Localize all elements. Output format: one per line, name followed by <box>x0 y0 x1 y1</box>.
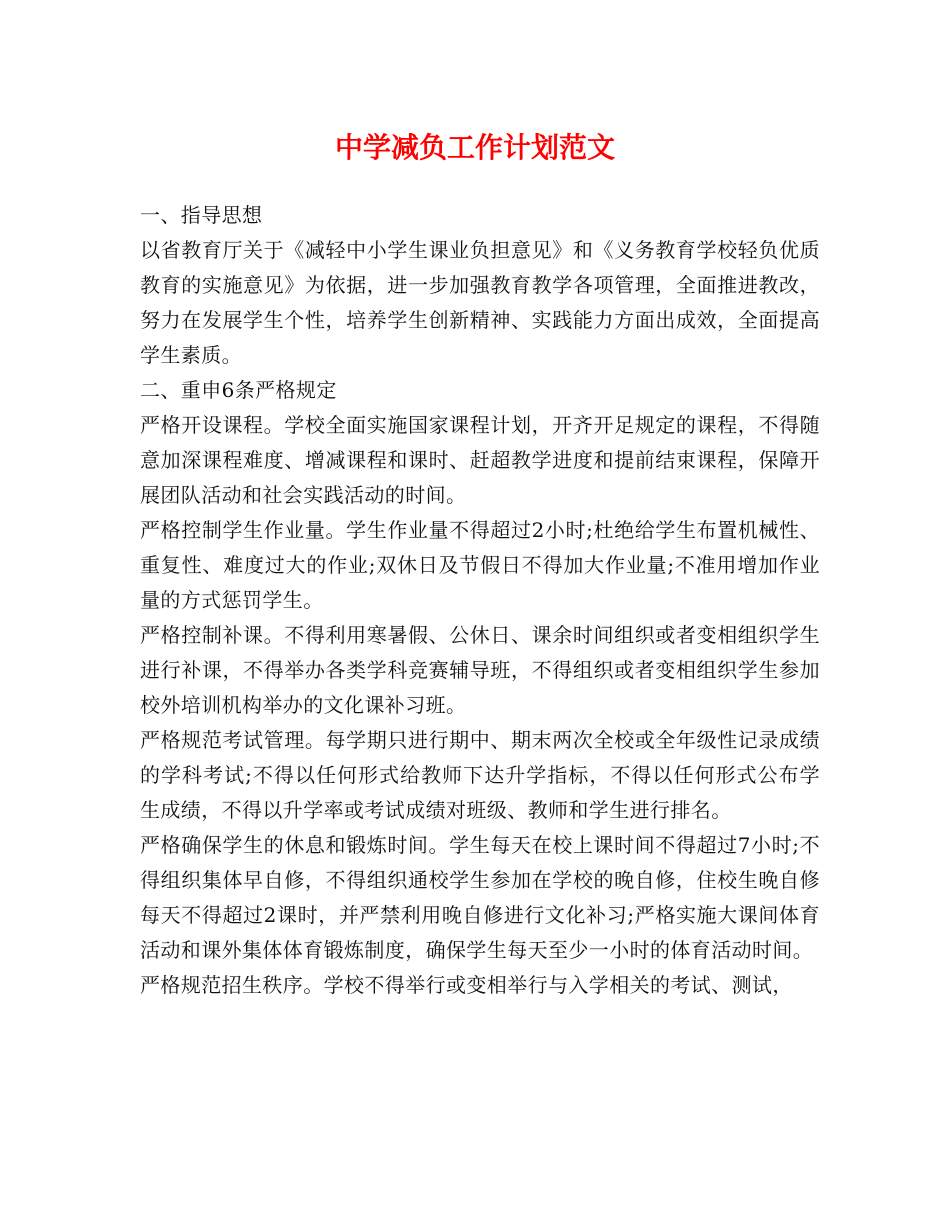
document-title: 中学减负工作计划范文 <box>334 131 615 164</box>
section-heading-guiding-ideology: 一、指导思想 <box>140 203 263 227</box>
paragraph-homework: 严格控制学生作业量。学生作业量不得超过2小时;杜绝给学生布置机械性、重复性、难度过大的作业;双休日及节假日不得加大作业量;不准用增加作业量的方式惩罚学生。 <box>140 518 820 612</box>
document-body <box>140 198 820 1003</box>
paragraph-exams: 严格规范考试管理。每学期只进行期中、期末两次全校或全年级性记录成绩的学科考试;不得以任何形式给教师下达升学指标，不得以任何形式公布学生成绩，不得以升学率或考试成绩对班级、教师和学生进行排名。 <box>140 728 820 822</box>
paragraph-enrollment: 严格规范招生秩序。学校不得举行或变相举行与入学相关的考试、测试， <box>140 973 793 997</box>
paragraph-guiding-ideology: 以省教育厅关于《减轻中小学生课业负担意见》和《义务教育学校轻负优质教育的实施意见》为依据，进一步加强教育教学各项管理，全面推进教改，努力在发展学生个性，培养学生创新精神、实践能力方面出成效，全面提高学生素质。 <box>140 238 820 367</box>
section-heading-six-regulations: 二、重申6条严格规定 <box>140 378 337 402</box>
paragraph-curriculum: 严格开设课程。学校全面实施国家课程计划，开齐开足规定的课程，不得随意加深课程难度、增减课程和课时、赶超教学进度和提前结束课程，保障开展团队活动和社会实践活动的时间。 <box>140 413 820 507</box>
paragraph-extra-classes: 严格控制补课。不得利用寒暑假、公休日、课余时间组织或者变相组织学生进行补课，不得举办各类学科竞赛辅导班，不得组织或者变相组织学生参加校外培训机构举办的文化课补习班。 <box>140 623 820 717</box>
paragraph-rest-exercise: 严格确保学生的休息和锻炼时间。学生每天在校上课时间不得超过7小时;不得组织集体早自修，不得组织通校学生参加在学校的晚自修，住校生晚自修每天不得超过2课时，并严禁利用晚自修进行文化补习;严格实施大课间体育活动和课外集体体育锻炼制度，确保学生每天至少一小时的体育活动时间。 <box>140 833 820 962</box>
